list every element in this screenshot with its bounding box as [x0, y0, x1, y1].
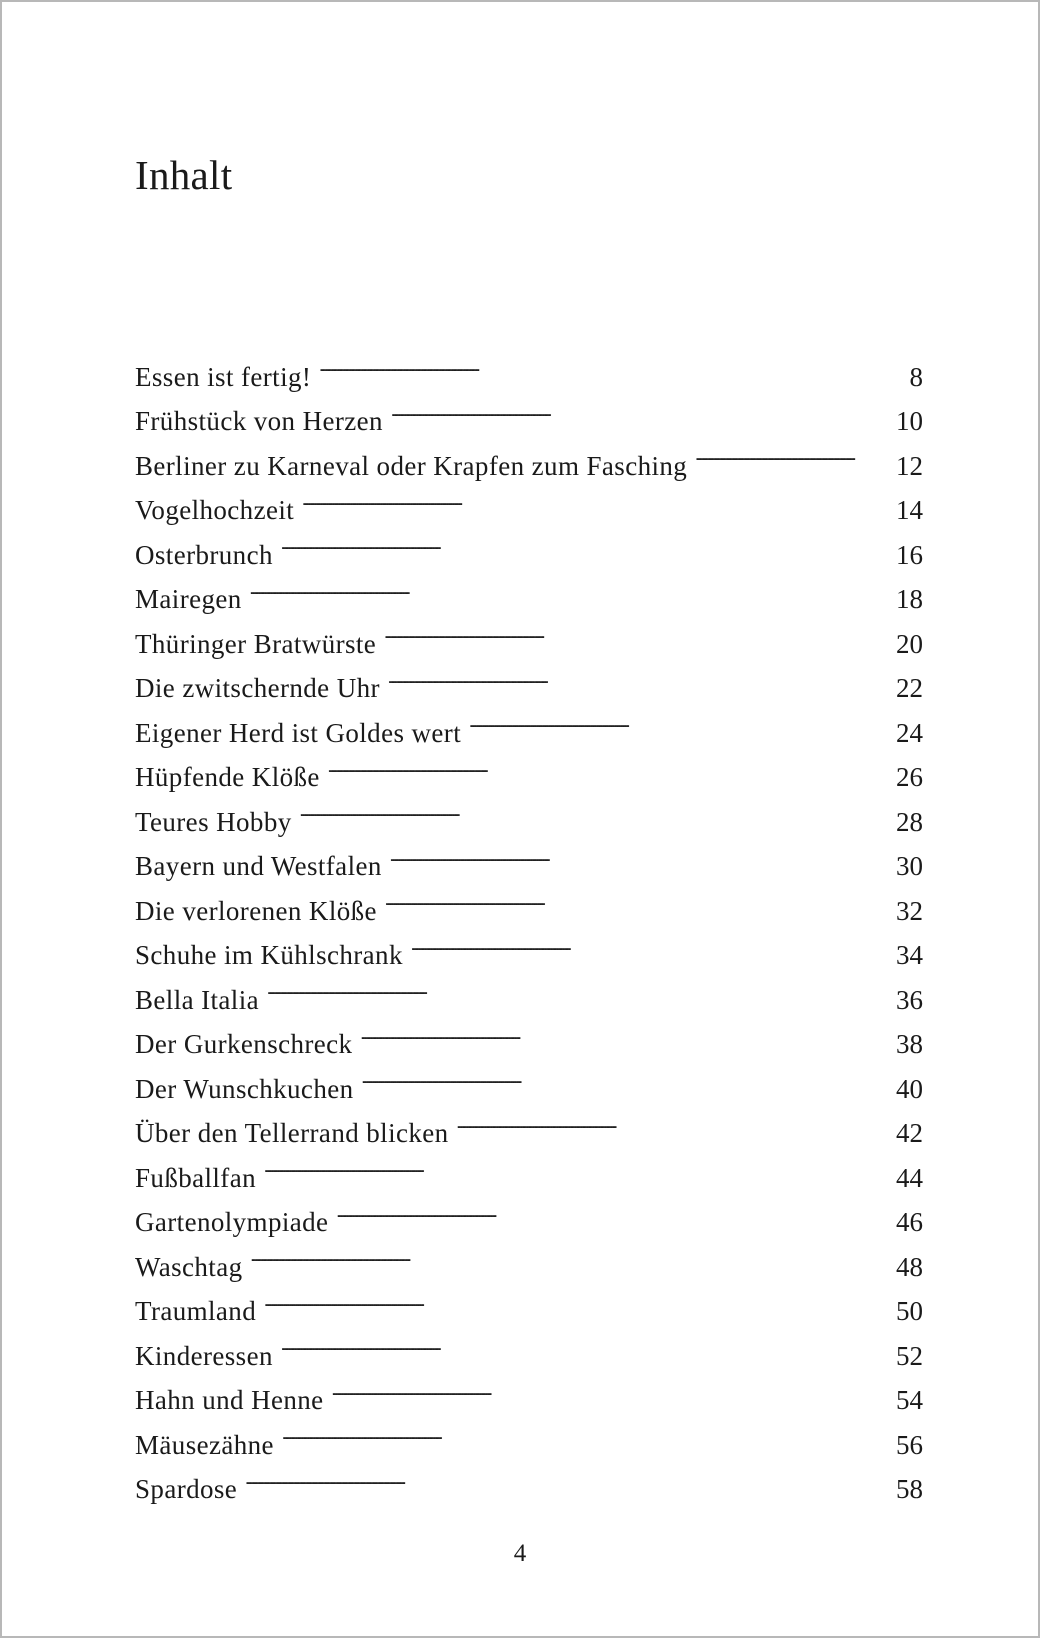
dot-leader [388, 653, 884, 698]
toc-entry-page-number: 44 [896, 1162, 923, 1193]
toc-entry-page-number: 16 [896, 539, 923, 570]
toc-entry-page-number: 28 [896, 806, 923, 837]
toc-entry-title: Teures Hobby [135, 806, 292, 837]
toc-entry[interactable] [135, 1454, 923, 1504]
toc-entry-title: Kinderessen [135, 1340, 273, 1371]
page-number: 4 [513, 1540, 527, 1567]
toc-entry-title: Waschtag [135, 1251, 243, 1282]
dot-leader [457, 1098, 884, 1143]
toc-entry[interactable] [135, 1231, 923, 1282]
toc-entry-page-number: 12 [896, 450, 923, 481]
toc-entry-title: Über den Tellerrand blicken [135, 1118, 449, 1148]
dot-leader [245, 1454, 884, 1499]
toc-entry-title: Mairegen [135, 584, 242, 614]
dot-leader [384, 608, 884, 653]
dot-leader [336, 1187, 884, 1232]
toc-entry-title: Osterbrunch [135, 539, 273, 570]
toc-entry-title: Gartenolympiade [135, 1207, 329, 1237]
toc-entry-page-number: 52 [896, 1340, 923, 1371]
toc-entry-page-number: 50 [896, 1296, 923, 1326]
toc-entry-page-number: 56 [896, 1429, 923, 1460]
dot-leader [300, 786, 884, 831]
dot-leader [390, 831, 884, 876]
dot-leader [302, 475, 884, 520]
toc-entry-page-number: 54 [896, 1385, 923, 1415]
toc-entry-title: Der Wunschkuchen [135, 1073, 354, 1104]
toc-entry-page-number: 32 [896, 895, 923, 926]
dot-leader [332, 1365, 884, 1410]
toc-entry-title: Bella Italia [135, 984, 259, 1015]
toc-entry-page-number: 42 [896, 1118, 923, 1148]
toc-entry-title: Frühstück von Herzen [135, 406, 383, 436]
toc-entry-page-number: 36 [896, 984, 923, 1015]
dot-leader [250, 1231, 884, 1276]
dot-leader [391, 386, 884, 431]
toc-entry-page-number: 34 [896, 940, 923, 970]
page-title: Inhalt [135, 152, 233, 198]
dot-leader [319, 341, 885, 386]
dot-leader [250, 564, 884, 609]
toc-entry-page-number: 40 [896, 1073, 923, 1104]
dot-leader [264, 1142, 884, 1187]
toc-entry-title: Der Gurkenschreck [135, 1029, 353, 1059]
toc-entry-title: Traumland [135, 1296, 257, 1326]
toc-entry-title: Hahn und Henne [135, 1385, 324, 1415]
toc-entry-title: Eigener Herd ist Goldes wert [135, 717, 462, 748]
dot-leader [267, 964, 884, 1009]
toc-entry[interactable] [135, 564, 923, 614]
toc-entry-page-number: 26 [896, 762, 923, 792]
dot-leader [362, 1053, 885, 1098]
toc-entry-page-number: 18 [896, 584, 923, 614]
toc-entry-page-number: 24 [896, 717, 923, 748]
dot-leader [328, 742, 884, 787]
dot-leader [695, 430, 884, 475]
toc-entry-title: Berliner zu Karneval oder Krapfen zum Fasching [135, 450, 688, 481]
toc-entry-page-number: 38 [896, 1029, 923, 1059]
dot-leader [281, 1320, 884, 1365]
toc-entry[interactable] [135, 1276, 923, 1326]
toc-entry-page-number: 20 [896, 628, 923, 659]
toc-entry-title: Fußballfan [135, 1162, 256, 1193]
toc-entry-title: Spardose [135, 1474, 238, 1504]
toc-entry-page-number: 48 [896, 1251, 923, 1282]
toc-entry-page-number: 10 [896, 406, 923, 436]
toc-entry-title: Vogelhochzeit [135, 495, 295, 525]
toc-entry-page-number: 8 [909, 361, 923, 392]
dot-leader [264, 1276, 884, 1321]
dot-leader [281, 519, 884, 564]
toc-entry[interactable] [135, 608, 923, 659]
dot-leader [282, 1409, 884, 1454]
toc-entry-page-number: 14 [896, 495, 923, 525]
dot-leader [360, 1009, 884, 1054]
toc-entry-title: Mäusezähne [135, 1429, 274, 1460]
toc-entry-title: Die verlorenen Klöße [135, 895, 377, 926]
toc-entry-title: Hüpfende Klöße [135, 762, 320, 792]
table-of-contents [135, 341, 923, 1504]
toc-entry-page-number: 22 [896, 673, 923, 703]
toc-entry-title: Die zwitschernde Uhr [135, 673, 380, 703]
toc-entry-title: Essen ist fertig! [135, 361, 312, 392]
toc-entry-page-number: 46 [896, 1207, 923, 1237]
toc-entry-page-number: 58 [896, 1474, 923, 1504]
toc-entry-title: Bayern und Westfalen [135, 851, 382, 881]
toc-entry-page-number: 30 [896, 851, 923, 881]
dot-leader [469, 697, 884, 742]
toc-entry-title: Thüringer Bratwürste [135, 628, 377, 659]
toc-entry-title: Schuhe im Kühlschrank [135, 940, 403, 970]
dot-leader [385, 875, 884, 920]
dot-leader [411, 920, 884, 965]
toc-entry[interactable] [135, 341, 923, 392]
